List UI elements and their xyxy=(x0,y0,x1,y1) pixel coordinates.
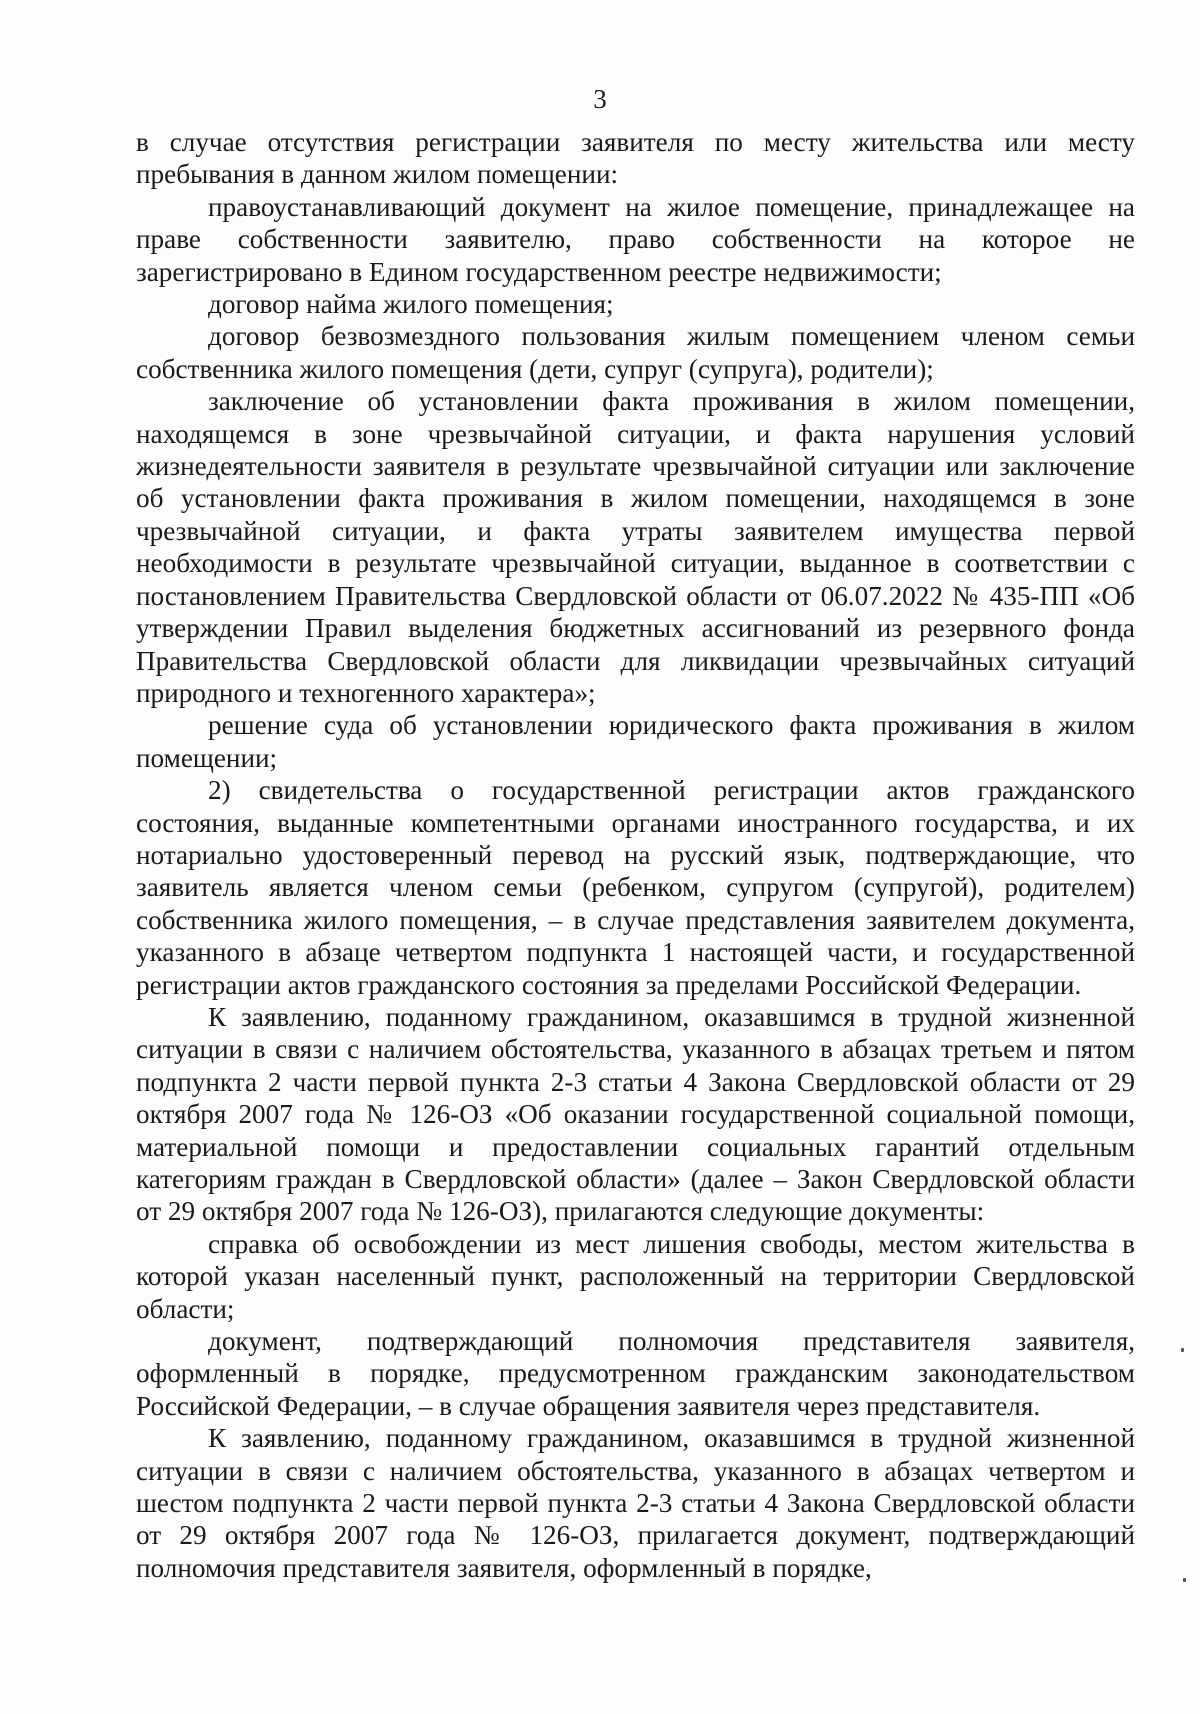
paragraph-9: справка об освобождении из мест лишения свободы, местом жительства в которой указан населенный пункт, расположенный на территории Свердловской области; xyxy=(136,1228,1135,1324)
paragraph-11: К заявлению, поданному гражданином, оказавшимся в трудной жизненной ситуации в связи с наличием обстоятельства, указанного в абзацах четвертом и шестом подпункта 2 части первой пункта 2-3 статьи 4 Закона Свердловской области от 29 октября 2007 года № 126-ОЗ, прилагается документ, подтверждающий полномочия представителя заявителя, оформленный в порядке, xyxy=(136,1423,1135,1583)
scan-speck xyxy=(1183,1578,1186,1582)
paragraph-4: договор безвозмездного пользования жилым помещением членом семьи собственника жилого помещения (дети, супруг (супруга), родители); xyxy=(136,321,1135,384)
paragraph-1: в случае отсутствия регистрации заявителя по месту жительства или месту пребывания в данном жилом помещении: xyxy=(136,127,1135,190)
paragraph-3: договор найма жилого помещения; xyxy=(208,289,614,320)
paragraph-10: документ, подтверждающий полномочия представителя заявителя, оформленный в порядке, предусмотренном гражданским законодательством Российской Федерации, – в случае обращения заявителя через представителя. xyxy=(136,1326,1135,1421)
page-number: 3 xyxy=(593,84,607,114)
scan-speck xyxy=(1181,1348,1184,1352)
paragraph-5: заключение об установлении факта проживания в жилом помещении, находящемся в зоне чрезвычайной ситуации, и факта нарушения условий жизнедеятельности заявителя в результате чрезвычайной ситуации или заключение об установлении факта проживания в жилом помещении, находящемся в зоне чрезвычайной ситуации, и факта утраты заявителем имущества первой необходимости в результате чрезвычайной ситуации, выданное в соответствии с постановлением Правительства Свердловской области от 06.07.2022 № 435-ПП «Об утверждении Правил выделения бюджетных ассигнований из резервного фонда Правительства Свердловской области для ликвидации чрезвычайных ситуаций природного и техногенного характера»; xyxy=(136,386,1135,708)
paragraph-6: решение суда об установлении юридического факта проживания в жилом помещении; xyxy=(136,710,1135,773)
paragraph-8: К заявлению, поданному гражданином, оказавшимся в трудной жизненной ситуации в связи с наличием обстоятельства, указанного в абзацах третьем и пятом подпункта 2 части первой пункта 2-3 статьи 4 Закона Свердловской области от 29 октября 2007 года № 126-ОЗ «Об оказании государственной социальной помощи, материальной помощи и предоставлении социальных гарантий отдельным категориям граждан в Свердловской области» (далее – Закон Свердловской области от 29 октября 2007 года № 126-ОЗ), прилагаются следующие документы: xyxy=(136,1001,1135,1227)
document-body xyxy=(136,126,1135,1584)
paragraph-7: 2) свидетельства о государственной регистрации актов гражданского состояния, выданные компетентными органами иностранного государства, и их нотариально удостоверенный перевод на русский язык, подтверждающие, что заявитель является членом семьи (ребенком, супругом (супругой), родителем) собственника жилого помещения, – в случае представления заявителем документа, указанного в абзаце четвертом подпункта 1 настоящей части, и государственной регистрации актов гражданского состояния за пределами Российской Федерации. xyxy=(136,775,1135,1000)
paragraph-2: правоустанавливающий документ на жилое помещение, принадлежащее на праве собственности заявителю, право собственности на которое не зарегистрировано в Едином государственном реестре недвижимости; xyxy=(136,191,1135,287)
